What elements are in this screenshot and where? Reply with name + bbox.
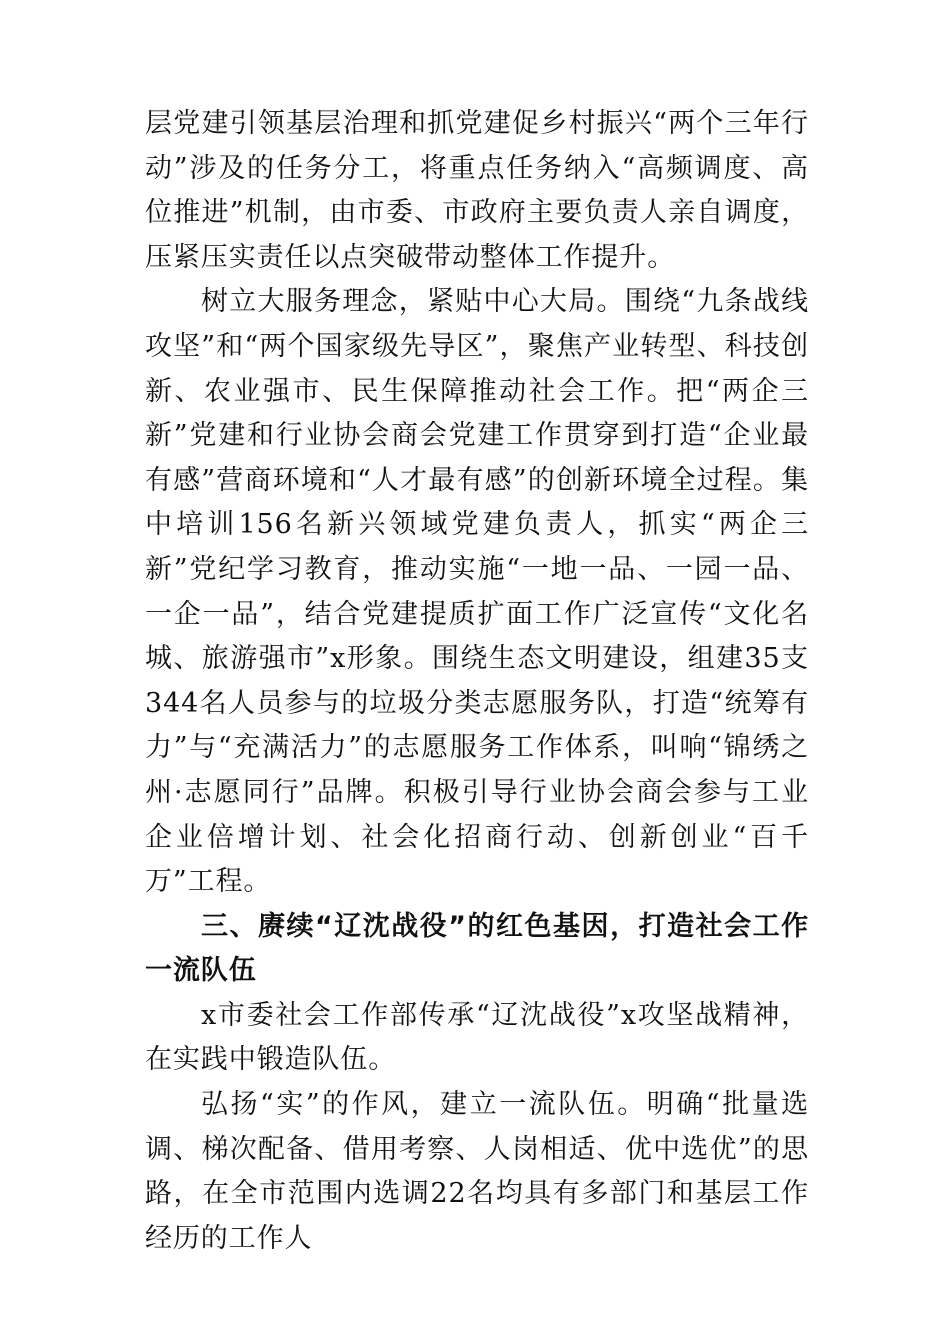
paragraph-department-spirit: x市委社会工作部传承“辽沈战役”x攻坚战精神，在实践中锻造队伍。 [145, 999, 809, 1076]
paragraph-continuation: 层党建引领基层治理和抓党建促乡村振兴“两个三年行动”涉及的任务分工，将重点任务纳入“高频调度、高位推进”机制，由市委、市政府主要负责人亲自调度，压紧压实责任以点突破带动整体工作提升。 [145, 108, 809, 273]
paragraph-service-concept: 树立大服务理念，紧贴中心大局。围绕“九条战线攻坚”和“两个国家级先导区”，聚焦产业转型、科技创新、农业强市、民生保障推动社会工作。把“两企三新”党建和行业协会商会党建工作贯穿到打造“企业最有感”营商环境和“人才最有感”的创新环境全过程。集中培训156名新兴领域党建负责人，抓实“两企三新”党纪学习教育，推动实施“一地一品、一园一品、一企一品”，结合党建提质扩面工作广泛宣传“文化名城、旅游强市”x形象。围绕生态文明建设，组建35支344名人员参与的垃圾分类志愿服务队，打造“统筹有力”与“充满活力”的志愿服务工作体系，叫响“锦绣之州·志愿同行”品牌。积极引导行业协会商会参与工业企业倍增计划、社会化招商行动、创新创业“百千万”工程。 [145, 286, 809, 898]
paragraph-team-building: 弘扬“实”的作风，建立一流队伍。明确“批量选调、梯次配备、借用考察、人岗相适、优中选优”的思路，在全市范围内选调22名均具有多部门和基层工作经历的工作人 [145, 1089, 809, 1254]
section-heading-three: 三、赓续“辽沈战役”的红色基因，打造社会工作一流队伍 [145, 910, 809, 987]
document-body [145, 102, 809, 1261]
